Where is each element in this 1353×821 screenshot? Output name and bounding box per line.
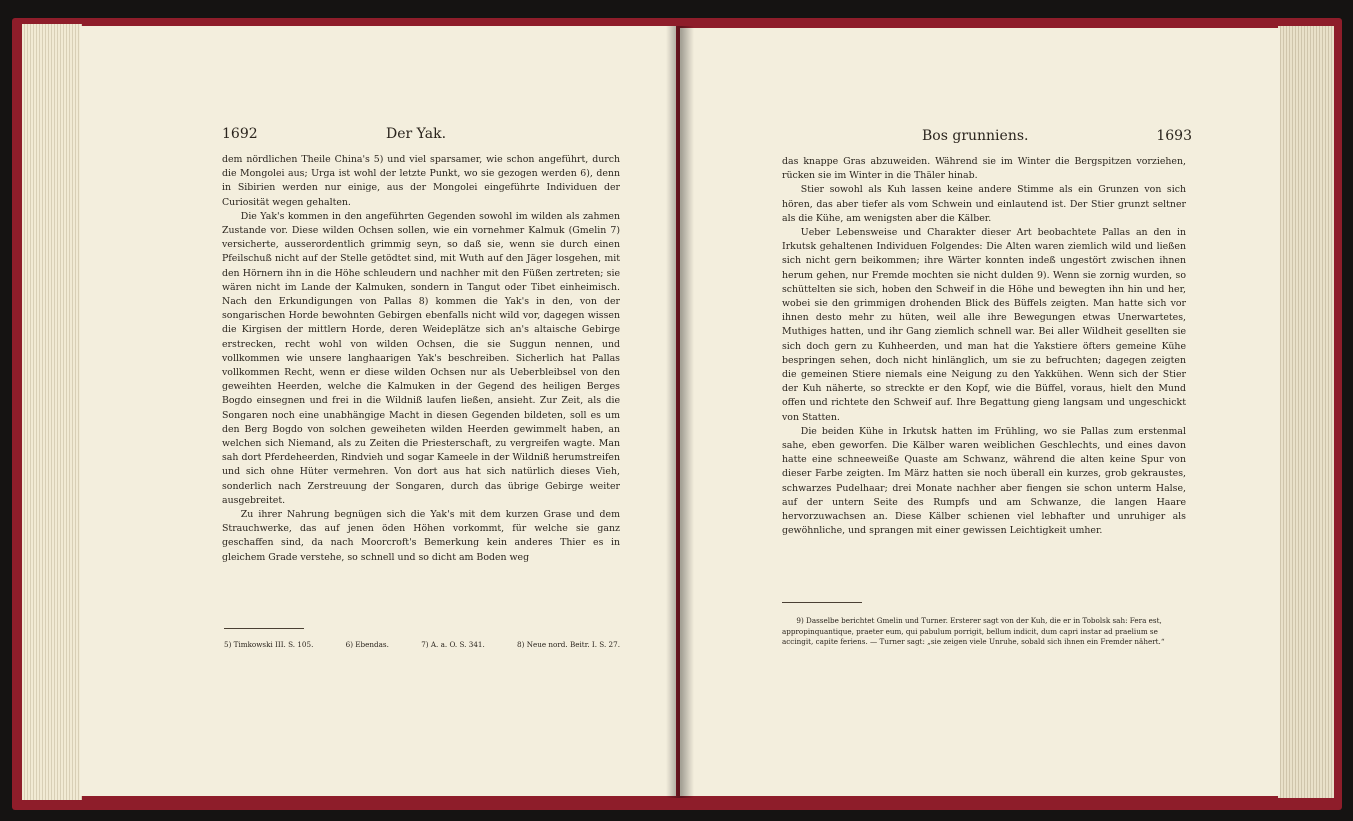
footnote: 5) Timkowski III. S. 105. (224, 640, 314, 649)
page-number: 1692 (222, 126, 258, 142)
paragraph: das knappe Gras abzuweiden. Während sie im Winter die Bergspitzen vorziehen, rücken sie im Winter in die Thäler hinab. (782, 156, 1186, 182)
right-page-header (782, 128, 1192, 150)
book-gutter (666, 26, 694, 798)
page-edges-right (1278, 26, 1334, 798)
right-page-body (782, 155, 1186, 538)
footnote-rule (782, 602, 862, 603)
paragraph: Die Yak's kommen in den angeführten Gegenden sowohl im wilden als zahmen Zustande vor. Diese wilden Ochsen sollen, wie ein vornehmer Kalmuk (Gmelin 7) versicherte, ausserordentlich grimmig seyn, so daß sie, wenn sie durch einen Pfeilschuß nicht auf der Stelle getödtet sind, mit Wuth auf den Jäger losgehen, mit den Hörnern ihn in die Höhe schleudern und nachher mit den Füßen zertreten; sie wären nicht im Lande der Kalmuken, sondern in Tangut oder Tibet einheimisch. Nach den Erkundigungen von Pallas 8) kommen die Yak's in den, von der songarischen Horde bewohnten Gebirgen ebenfalls nicht wild vor, dagegen wissen die Kirgisen der mittlern Horde, deren Weideplätze sich an's altaische Gebirge erstrecken, recht wohl von wilden Ochsen, die sie Suggun nennen, und vollkommen wie unsere langhaarigen Yak's beschreiben. Sicherlich hat Pallas vollkommen Recht, wenn er diese wilden Ochsen nur als Ueberbleibsel von den geweihten Heerden, welche die Kalmuken in der Gegend des heiligen Berges Bogdo einsegnen und frei in die Wildniß laufen ließen, ansieht. Zur Zeit, als die Songaren noch eine unabhängige Macht in diesen Gegenden bildeten, soll es um den Berg Bogdo von solchen geweiheten wilden Heerden gewimmelt haben, an welchen sich Niemand, als zu Zeiten die Priesterschaft, zu vergreifen wagte. Man sah dort Pferdeheerden, Rindvieh und sogar Kameele in der Wildniß herumstreifen und sich ohne Hüter vermehren. Von dort aus hat sich natürlich dieses Vieh, sonderlich nach Zerstreuung der Songaren, durch das übrige Gebirge weiter ausgebreitet. (222, 210, 620, 506)
footnote: 8) Neue nord. Beitr. I. S. 27. (517, 640, 620, 649)
footnote: 6) Ebendas. (345, 640, 389, 649)
right-footnotes (782, 616, 1186, 648)
footnote-rule (224, 628, 304, 629)
left-page (80, 26, 676, 796)
page-number: 1693 (1156, 128, 1192, 144)
footnote: 7) A. a. O. S. 341. (421, 640, 485, 649)
right-page (680, 28, 1280, 796)
paragraph: Ueber Lebensweise und Charakter dieser Art beobachtete Pallas an den in Irkutsk gehaltenen Individuen Folgendes: Die Alten waren ziemlich wild und ließen sich nicht gern beikommen; ihre Wärter konnten indeß ungestört zwischen ihnen herum gehen, nur Fremde mochten sie nicht dulden 9). Wenn sie zornig wurden, so schüttelten sie sich, hoben den Schweif in die Höhe und bewegten ihn hin und her, wobei sie den grimmigen drohenden Blick des Büffels zeigten. Man hatte sich vor ihnen desto mehr zu hüten, weil alle ihre Bewegungen etwas Unerwartetes, Muthiges hatten, und ihr Gang ziemlich schnell war. Bei aller Wildheit gesellten sie sich doch gern zu Kuhheerden, und man hat die Yakstiere öfters gemeine Kühe bespringen sehen, doch nicht hinlänglich, um sie zu befruchten; dagegen zeigten die gemeinen Stiere niemals eine Neigung zu den Yakkühen. Wenn sich der Stier der Kuh näherte, so streckte er den Kopf, wie die Büffel, voraus, hielt den Mund offen und richtete den Schweif auf. Ihre Begattung gieng langsam und ungeschickt von Statten. (782, 227, 1186, 423)
left-page-header (222, 126, 622, 148)
paragraph: Stier sowohl als Kuh lassen keine andere Stimme als ein Grunzen von sich hören, das aber tiefer als vom Schwein und einlautend ist. Der Stier grunzt seltner als die Kühe, am wenigsten aber die Kälber. (782, 184, 1186, 224)
paragraph: Zu ihrer Nahrung begnügen sich die Yak's mit dem kurzen Grase und dem Strauchwerke, das auf jenen öden Höhen vorkommt, für welche sie ganz geschaffen sind, da nach Moorcroft's Bemerkung kein anderes Thier es in gleichem Grade verstehe, so schnell und so dicht am Boden weg (222, 509, 620, 563)
left-page-body (222, 153, 620, 565)
running-title: Bos grunniens. (922, 128, 1029, 144)
paragraph: Die beiden Kühe in Irkutsk hatten im Frühling, wo sie Pallas zum erstenmal sahe, eben geworfen. Die Kälber waren weiblichen Geschlechts, und eines davon hatte eine schneeweiße Quaste am Schwanz, während die alten keine Spur von dieser Farbe zeigten. Im März hatten sie noch überall ein kurzes, grob gekraustes, schwarzes Pudelhaar; drei Monate nachher aber fiengen sie schon unterm Halse, auf der untern Seite des Rumpfs und am Schwanze, die langen Haare hervorzuwachsen an. Diese Kälber schienen viel lebhafter und unruhiger als gewöhnliche, und sprangen mit einer gewissen Leichtigkeit umher. (782, 425, 1186, 537)
running-title: Der Yak. (386, 126, 447, 142)
footnote: 9) Dasselbe berichtet Gmelin und Turner. Ersterer sagt von der Kuh, die er in Tobolsk sah: Fera est, appropinquantique, praeter eum, qui pabulum porrigit, bellum indicit, dum capri instar ad praelium se accingit, capite feriens. — Turner sagt: „sie zeigen viele Unruhe, sobald sich ihnen ein Fremder nähert.“ (782, 616, 1165, 646)
left-footnotes (224, 640, 620, 651)
paragraph: dem nördlichen Theile China's 5) und viel sparsamer, wie schon angeführt, durch die Mongolei aus; Urga ist wohl der letzte Punkt, wo sie gezogen werden 6), denn in Sibirien werden nur einige, aus der Mongolei eingeführte Individuen der Curiosität wegen gehalten. (222, 154, 620, 208)
page-edges-left (22, 24, 82, 800)
